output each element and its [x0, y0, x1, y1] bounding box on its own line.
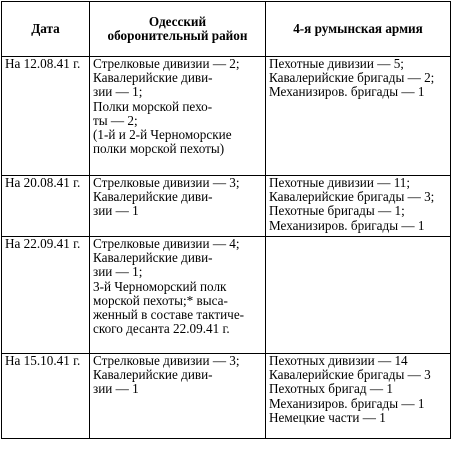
header-row	[2, 2, 451, 57]
table-row	[2, 57, 451, 176]
document-page	[1, 1, 451, 439]
cell-line: 3-й Черноморский полк	[93, 278, 227, 294]
cell-line: Кавалерийские бригады — 3;	[269, 189, 435, 205]
cell-line: Пехотные дивизии — 11;	[269, 175, 411, 190]
odessa-cell	[90, 57, 266, 176]
date-cell: На 15.10.41 г.	[2, 354, 90, 439]
cell-line: Кавалерийские диви-	[93, 250, 213, 266]
cell-line: Механизиров. бригады — 1	[269, 395, 425, 411]
table-row	[2, 237, 451, 354]
cell-line: Механизиров. бригады — 1	[269, 217, 425, 233]
cell-line: Кавалерийские диви-	[93, 70, 213, 86]
cell-line: Пехотных бригад — 1	[269, 381, 393, 397]
cell-line: зии — 1;	[93, 264, 143, 280]
cell-line: морской пехоты;* выса-	[93, 292, 228, 308]
cell-line: Пехотных дивизии — 14	[269, 353, 408, 368]
cell-line: Немецкие части — 1	[269, 409, 386, 425]
cell-line: Кавалерийские бригады — 2;	[269, 70, 435, 86]
cell-line: Кавалерийские диви-	[93, 367, 213, 383]
cell-line: ты — 2;	[93, 112, 138, 128]
forces-table	[1, 1, 451, 439]
date-cell: На 20.08.41 г.	[2, 176, 90, 237]
romanian-cell	[266, 57, 451, 176]
cell-line: Полки морской пехо-	[93, 98, 213, 114]
cell-line: Пехотные дивизии — 5;	[269, 56, 404, 71]
header-odessa	[90, 2, 266, 57]
romanian-cell-empty	[266, 237, 451, 354]
cell-line: зии — 1;	[93, 84, 143, 100]
date-cell: На 22.09.41 г.	[2, 237, 90, 354]
header-romanian	[266, 2, 451, 57]
header-date-line: Дата	[31, 20, 60, 36]
header-date	[2, 2, 90, 57]
odessa-cell	[90, 354, 266, 439]
cell-line: Стрелковые дивизии — 3;	[93, 353, 240, 368]
date-cell: На 12.08.41 г.	[2, 57, 90, 176]
odessa-cell	[90, 237, 266, 354]
cell-line: полки морской пехоты)	[93, 141, 225, 157]
cell-line: зии — 1	[93, 203, 139, 219]
cell-line: Кавалерийские диви-	[93, 189, 213, 205]
cell-line: (1-й и 2-й Черноморские	[93, 127, 232, 143]
cell-line: Стрелковые дивизии — 2;	[93, 56, 240, 71]
cell-line: Стрелковые дивизии — 4;	[93, 236, 240, 251]
odessa-cell	[90, 176, 266, 237]
cell-line: зии — 1	[93, 381, 139, 397]
cell-line: Механизиров. бригады — 1	[269, 84, 425, 100]
header-odessa-line-2: оборонительный район	[107, 28, 248, 43]
table-row	[2, 176, 451, 237]
romanian-cell	[266, 176, 451, 237]
cell-line: Пехотные бригады — 1;	[269, 203, 405, 219]
cell-line: Кавалерийские бригады — 3	[269, 367, 431, 383]
romanian-cell	[266, 354, 451, 439]
cell-line: Стрелковые дивизии — 3;	[93, 175, 240, 190]
table-row	[2, 354, 451, 439]
cell-line: ского десанта 22.09.41 г.	[93, 321, 230, 337]
header-romanian-line: 4-я румынская армия	[293, 20, 423, 36]
cell-line: женный в составе тактиче-	[93, 307, 245, 323]
header-odessa-line-1: Одесский	[148, 13, 207, 29]
